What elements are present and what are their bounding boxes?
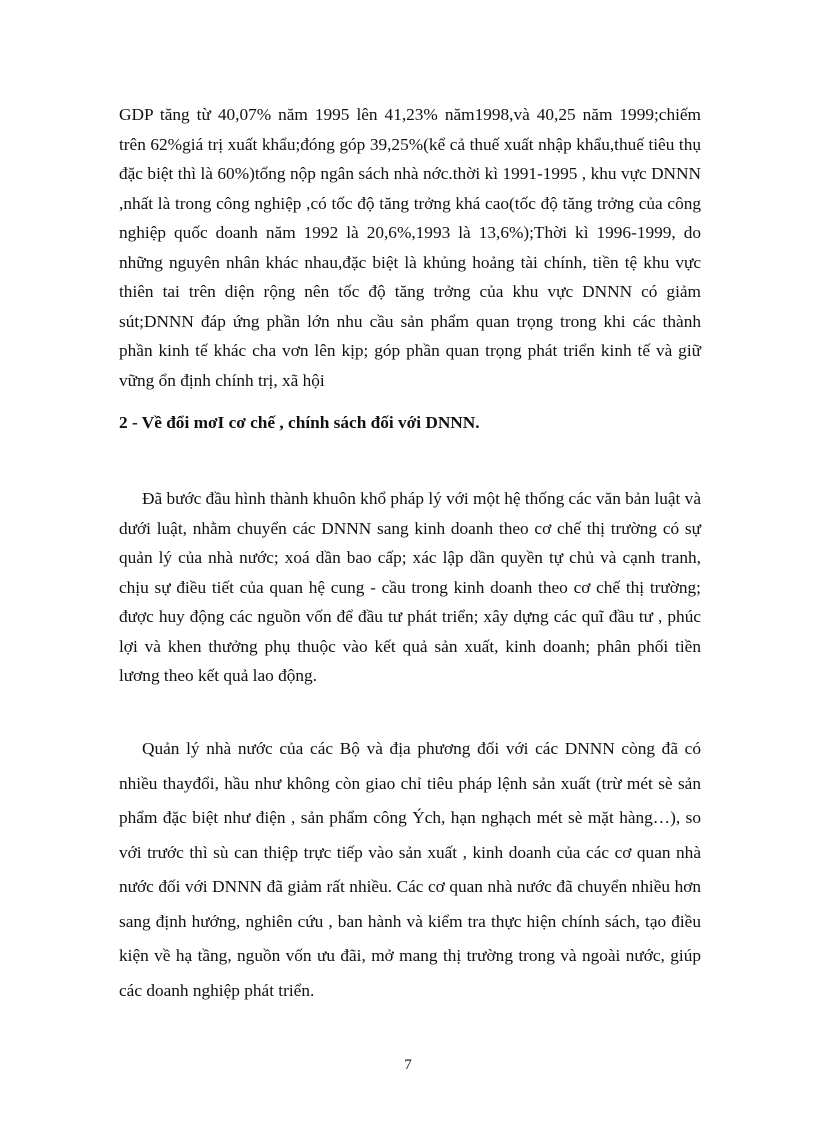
section-heading: 2 - Về đổi mơI cơ chế , chính sách đối với DNNN. xyxy=(119,413,480,432)
body-paragraph-legal-framework: Đã bước đầu hình thành khuôn khổ pháp lý với một hệ thống các văn bản luật và dưới luật, nhằm chuyển các DNNN sang kinh doanh theo cơ chế thị trường có sự quản lý của nhà nước; xoá dần bao cấp; xác lập dần quyền tự chủ và cạnh tranh, chịu sự điều tiết của quan hệ cung - cầu trong kinh doanh theo cơ chế thị trường; được huy động các nguồn vốn để đầu tư phát triển; xây dựng các quĩ đầu tư , phúc lợi và khen thưởng phụ thuộc vào kết quả sản xuất, kinh doanh; phân phối tiền lương theo kết quả lao động. xyxy=(119,489,701,685)
page-number: 7 xyxy=(404,1057,412,1073)
body-paragraph-gdp: GDP tăng từ 40,07% năm 1995 lên 41,23% năm1998,và 40,25 năm 1999;chiếm trên 62%giá trị xuất khẩu;đóng góp 39,25%(kể cả thuế xuất nhập khẩu,thuế tiêu thụ đặc biệt thì là 60%)tổng nộp ngân sách nhà nớc.thời kì 1991-1995 , khu vực DNNN ,nhất là trong công nghiệp ,có tốc độ tăng trởng khá cao(tốc độ tăng trởng của công nghiệp quốc doanh năm 1992 là 20,6%,1993 là 13,6%);Thời kì 1996-1999, do những nguyên nhân khác nhau,đặc biệt là khủng hoảng tài chính, tiền tệ khu vực thiên tai trên diện rộng nên tốc độ tăng trởng của khu vực DNNN có giảm sút;DNNN đáp ứng phần lớn nhu cầu sản phẩm quan trọng trong khi các thành phần kinh tế khác cha vơn lên kịp; góp phần quan trọng phát triển kinh tế và giữ vững ổn định chính trị, xã hội xyxy=(119,105,701,390)
body-paragraph-state-management: Quản lý nhà nước của các Bộ và địa phương đối với các DNNN còng đã có nhiều thayđổi, hầu như không còn giao chỉ tiêu pháp lệnh sản xuất (trừ mét sè sản phẩm đặc biệt như điện , sản phẩm công Ých, hạn nghạch mét sè mặt hàng…), so với trước thì sù can thiệp trực tiếp vào sản xuất , kinh doanh của các cơ quan nhà nước đối với DNNN đã giảm rất nhiều. Các cơ quan nhà nước đã chuyển nhiều hơn sang định hướng, nghiên cứu , ban hành và kiểm tra thực hiện chính sách, tạo điều kiện về hạ tầng, nguồn vốn ưu đãi, mở mang thị trường trong và ngoài nước, giúp các doanh nghiệp phát triển. xyxy=(119,739,701,1000)
